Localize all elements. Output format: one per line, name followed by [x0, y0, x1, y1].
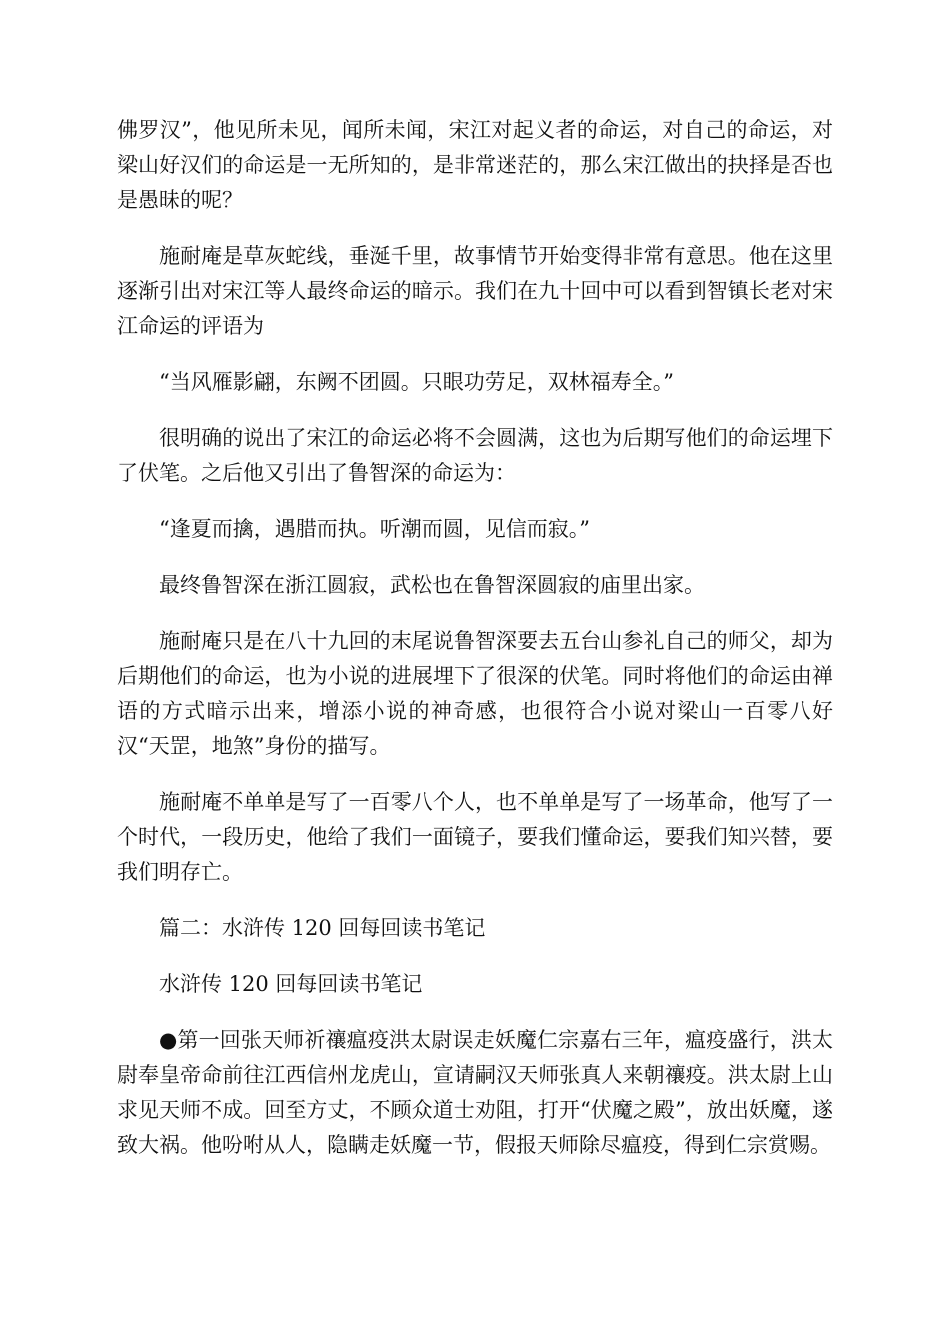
section-heading: 篇二：水浒传 120 回每回读书笔记	[159, 916, 486, 940]
paragraph: 很明确的说出了宋江的命运必将不会圆满，这也为后期写他们的命运埋下了伏笔。之后他又引出了鲁智深的命运为：	[117, 426, 833, 485]
document-body	[117, 113, 833, 1184]
paragraph: 施耐庵只是在八十九回的末尾说鲁智深要去五台山参礼自己的师父，却为后期他们的命运，也为小说的进展埋下了很深的伏笔。同时将他们的命运由禅语的方式暗示出来，增添小说的神奇感，也很符合小说对梁山一百零八好汉“天罡，地煞”身份的描写。	[117, 629, 833, 758]
paragraph: 施耐庵是草灰蛇线，垂涎千里，故事情节开始变得非常有意思。他在这里逐渐引出对宋江等人最终命运的暗示。我们在九十回中可以看到智镇长老对宋江命运的评语为	[117, 244, 833, 338]
section-subheading: 水浒传 120 回每回读书笔记	[159, 972, 423, 996]
paragraph: 施耐庵不单单是写了一百零八个人，也不单单是写了一场革命，他写了一个时代，一段历史，他给了我们一面镜子，要我们懂命运，要我们知兴替，要我们明存亡。	[117, 790, 833, 884]
quote-verse: “逢夏而擒，遇腊而执。听潮而圆，见信而寂。”	[159, 517, 590, 541]
paragraph-continued: 佛罗汉”，他见所未见，闻所未闻，宋江对起义者的命运，对自己的命运，对梁山好汉们的命运是一无所知的，是非常迷茫的，那么宋江做出的抉择是否也是愚昧的呢？	[117, 118, 833, 212]
paragraph: 最终鲁智深在浙江圆寂，武松也在鲁智深圆寂的庙里出家。	[159, 573, 705, 597]
quote-verse: “当风雁影翩，东阙不团圆。只眼功劳足，双林福寿全。”	[159, 370, 674, 394]
paragraph-bullet: ●第一回张天师祈禳瘟疫洪太尉误走妖魔仁宗嘉右三年，瘟疫盛行，洪太尉奉皇帝命前往江西信州龙虎山，宣请嗣汉天师张真人来朝禳疫。洪太尉上山求见天师不成。回至方丈，不顾众道士劝阻，打开“伏魔之殿”，放出妖魔，遂致大祸。他吩咐从人，隐瞒走妖魔一节，假报天师除尽瘟疫，得到仁宗赏赐。	[117, 1028, 833, 1157]
